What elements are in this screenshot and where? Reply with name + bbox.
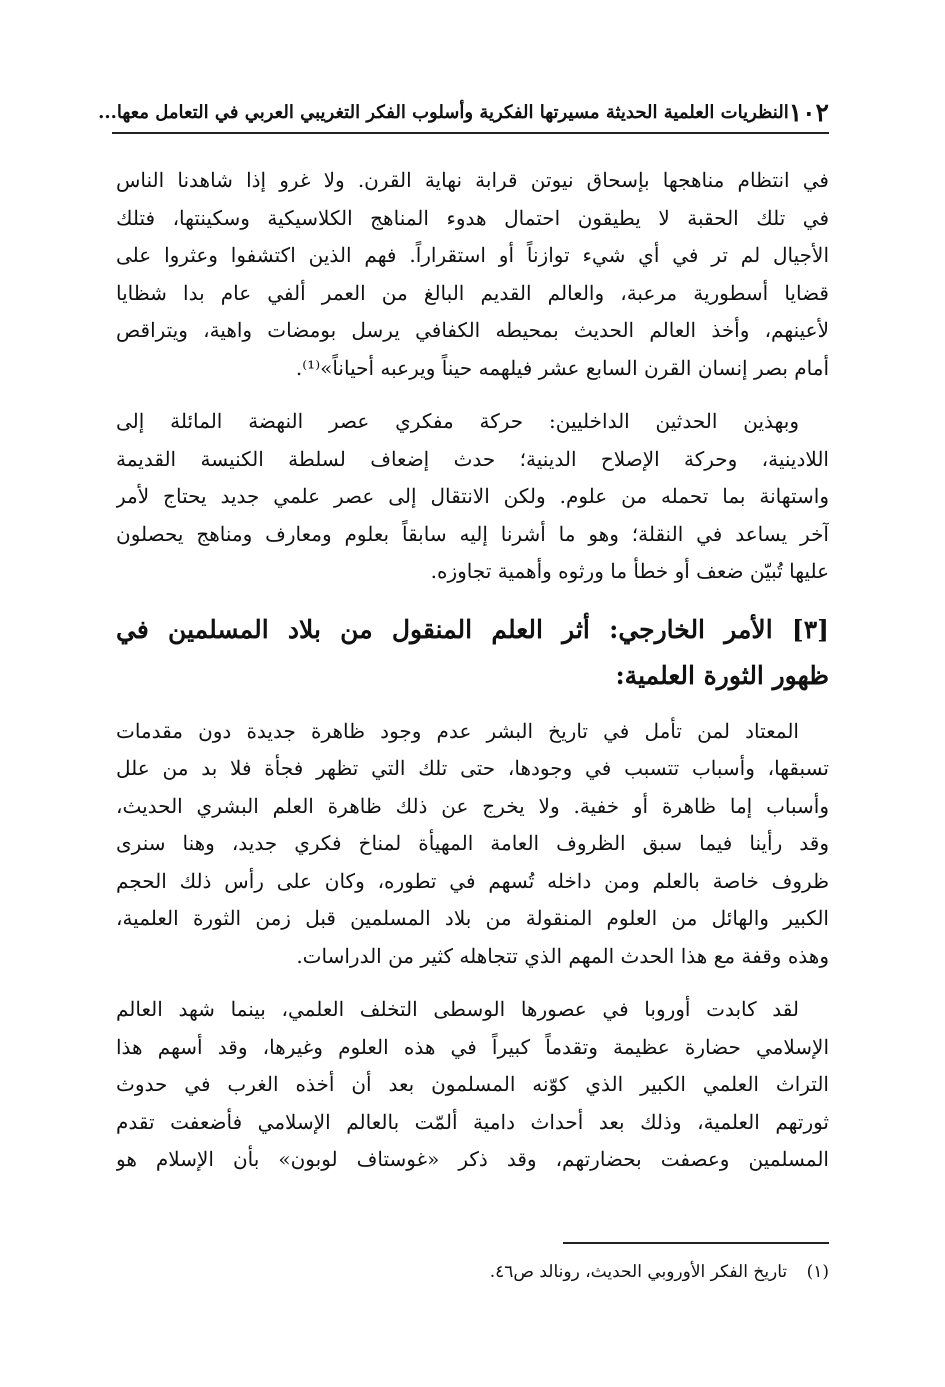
heading-line: ظهور الثورة العلمية: [615, 660, 829, 690]
text-line: تسبقها، وأسباب تتسبب في وجودها، حتى تلك التي تظهر فجأة فلا بد من علل [116, 756, 829, 780]
paragraph-1 [116, 162, 829, 387]
text-line: في تلك الحقبة لا يطيقون احتمال هدوء المناهج الكلاسيكية وسكينتها، فتلك [116, 205, 829, 230]
text-line: قضايا أسطورية مرعبة، والعالم القديم البالغ من العمر ألفي عام بدا شظايا [116, 280, 829, 305]
text-line: التراث العلمي الكبير الذي كوّنه المسلمون بعد أن أخذه الغرب في حدوث [116, 1072, 829, 1096]
text-line: في انتظام مناهجها بإسحاق نيوتن قرابة نهاية القرن. ولا غرو إذا شاهدنا الناس [116, 168, 829, 192]
text-line: واستهانة بما تحمله من علوم. ولكن الانتقال إلى عصر علمي جديد يحتاج لأمر [116, 484, 829, 508]
paragraph-4 [116, 991, 829, 1179]
text-line: آخر يساعد في النقلة؛ وهو ما أشرنا إليه سابقاً بعلوم ومعارف ومناهج يحصلون [116, 521, 829, 546]
page-number: ١٠٢ [788, 97, 829, 127]
footnote [116, 1262, 829, 1282]
text-line: لقد كابدت أوروبا في عصورها الوسطى التخلف العلمي، بينما شهد العالم [116, 997, 799, 1021]
text-line: وهذه وقفة مع هذا الحدث المهم الذي تتجاهله كثير من الدراسات. [296, 943, 829, 968]
text-line: المعتاد لمن تأمل في تاريخ البشر عدم وجود ظاهرة جديدة دون مقدمات [116, 718, 799, 743]
page-body [116, 162, 829, 1195]
text-line: وبهذين الحدثين الداخليين: حركة مفكري عصر النهضة المائلة إلى [116, 409, 799, 433]
footnote-text: تاريخ الفكر الأوروبي الحديث، رونالد ص٤٦. [489, 1262, 788, 1282]
text-line: اللادينية، وحركة الإصلاح الدينية؛ حدث إضعاف لسلطة الكنيسة القديمة [116, 446, 829, 471]
section-heading [116, 607, 829, 699]
text-line: وأسباب إما ظاهرة أو خفية. ولا يخرج عن ذلك ظاهرة العلم البشري الحديث، [116, 793, 829, 818]
text-line: ظروف خاصة بالعلم ومن داخله تُسهم في تطوره، وكان على رأس ذلك الحجم [116, 868, 829, 893]
running-title: النظريات العلمية الحديثة مسيرتها الفكرية وأسلوب الفكر التغريبي العربي في التعامل معها... [98, 101, 789, 123]
page-header [98, 92, 829, 134]
text-line: المسلمين وعصفت بحضارتهم، وقد ذكر «غوستاف لوبون» بأن الإسلام هو [116, 1147, 829, 1171]
text-line: الإسلامي حضارة عظيمة وتقدماً كبيراً في هذه العلوم وغيرها، وقد أسهم هذا [116, 1034, 829, 1059]
text-line: الأجيال لم تر في أي شيء توازناً أو استقراراً. فهم الذين اكتشفوا وعثروا على [116, 243, 829, 267]
text-line: عليها تُبيّن ضعف أو خطأ ما ورثوه وأهمية تجاوزه. [430, 559, 829, 583]
paragraph-3 [116, 713, 829, 976]
text-line: أمام بصر إنسان القرن السابع عشر فيلهمه حيناً ويرعبه أحياناً»⁽¹⁾. [295, 355, 829, 380]
footnote-divider [563, 1242, 829, 1244]
text-line: وقد رأينا فيما سبق الظروف العامة المهيأة لمناخ فكري جديد، وهنا سنرى [116, 831, 829, 855]
text-line: لأعينهم، وأخذ العالم الحديث بمحيطه الكفافي يرسل بومضات واهية، ويتراقص [116, 318, 829, 342]
paragraph-2 [116, 403, 829, 591]
text-line: ثورتهم العلمية، وذلك بعد أحداث دامية ألمّت بالعالم الإسلامي فأضعفت تقدم [116, 1109, 829, 1134]
text-line: الكبير والهائل من العلوم المنقولة من بلاد المسلمين قبل زمن الثورة العلمية، [116, 906, 829, 930]
heading-line: [٣] الأمر الخارجي: أثر العلم المنقول من بلاد المسلمين في [116, 614, 829, 644]
footnote-marker: (١) [806, 1262, 829, 1282]
